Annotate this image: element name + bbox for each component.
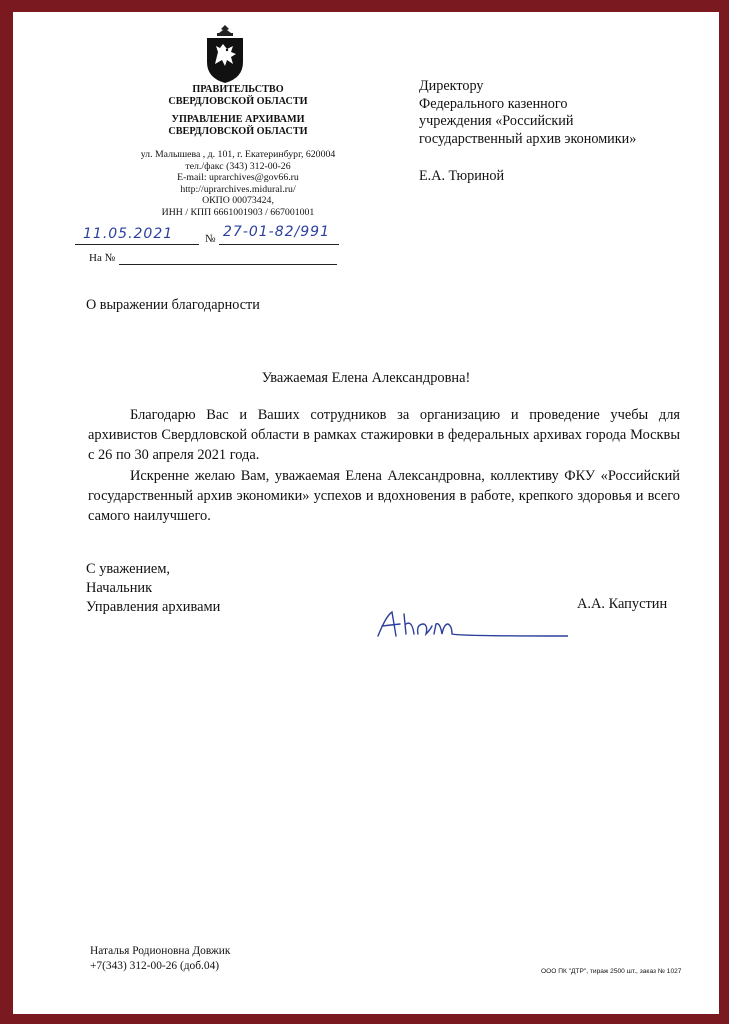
addressee-line-4: государственный архив экономики» bbox=[419, 130, 637, 147]
addressee-line-2: Федерального казенного bbox=[419, 95, 568, 112]
letter-page bbox=[13, 12, 719, 1014]
registration-date: 11.05.2021 bbox=[83, 226, 174, 242]
handwritten-signature bbox=[368, 606, 568, 642]
sender-phone: тел./факс (343) 312-00-26 bbox=[185, 160, 291, 172]
sender-inn: ИНН / КПП 6661001903 / 667001001 bbox=[161, 206, 315, 218]
body-paragraph-1: Благодарю Вас и Ваших сотрудников за организацию и проведение учебы для архивистов Свердловской области в рамках стажировки в федеральных архивах города Москвы с 26 по 30 апреля 2021 года. bbox=[88, 407, 680, 464]
addressee-line-1: Директору bbox=[419, 78, 484, 94]
dept-line-2: СВЕРДЛОВСКОЙ ОБЛАСТИ bbox=[168, 126, 308, 137]
addressee-line-3: учреждения «Российский bbox=[419, 113, 574, 129]
org-line-2: СВЕРДЛОВСКОЙ ОБЛАСТИ bbox=[168, 96, 308, 107]
reference-label: На № bbox=[89, 252, 116, 264]
reference-underline bbox=[119, 264, 337, 265]
number-sign: № bbox=[205, 233, 216, 245]
closing-line-1: С уважением, bbox=[86, 561, 171, 577]
sender-government bbox=[73, 84, 403, 108]
closing-line-3: Управления архивами bbox=[86, 599, 221, 615]
sender-email: E-mail: uprarchives@gov66.ru bbox=[177, 172, 299, 184]
sender-department bbox=[73, 114, 403, 138]
coat-of-arms-icon bbox=[203, 24, 247, 84]
registration-number: 27-01-82/991 bbox=[223, 224, 330, 240]
signer-name: А.А. Капустин bbox=[577, 596, 668, 612]
letter-subject: О выражении благодарности bbox=[86, 297, 260, 313]
dept-line-1: УПРАВЛЕНИЕ АРХИВАМИ bbox=[171, 114, 305, 125]
executor-block bbox=[90, 944, 230, 974]
org-line-1: ПРАВИТЕЛЬСТВО bbox=[192, 84, 284, 95]
addressee-name: Е.А. Тюриной bbox=[419, 168, 505, 184]
executor-name: Наталья Родионовна Довжик bbox=[90, 945, 231, 957]
body-paragraph-2: Искренне желаю Вам, уважаемая Елена Александровна, коллективу ФКУ «Российский государственный архив экономики» успехов и вдохновения в работе, крепкого здоровья и всего самого наилучшего. bbox=[88, 467, 680, 525]
closing-block bbox=[86, 560, 220, 617]
sender-website: http://uprarchives.midural.ru/ bbox=[180, 183, 296, 195]
date-underline bbox=[75, 244, 199, 245]
sender-okpo: ОКПО 00073424, bbox=[202, 195, 274, 207]
executor-phone: +7(343) 312-00-26 (доб.04) bbox=[90, 960, 220, 972]
addressee-block bbox=[419, 78, 719, 186]
letter-body bbox=[88, 405, 680, 526]
letter-greeting: Уважаемая Елена Александровна! bbox=[261, 370, 471, 386]
closing-line-2: Начальник bbox=[86, 580, 153, 596]
number-underline bbox=[219, 244, 339, 245]
print-info: ООО ПК "ДТР", тираж 2500 шт., заказ № 1027 bbox=[541, 968, 682, 975]
sender-address: ул. Малышева , д. 101, г. Екатеринбург, 620004 bbox=[140, 149, 336, 160]
sender-contacts bbox=[73, 149, 403, 219]
